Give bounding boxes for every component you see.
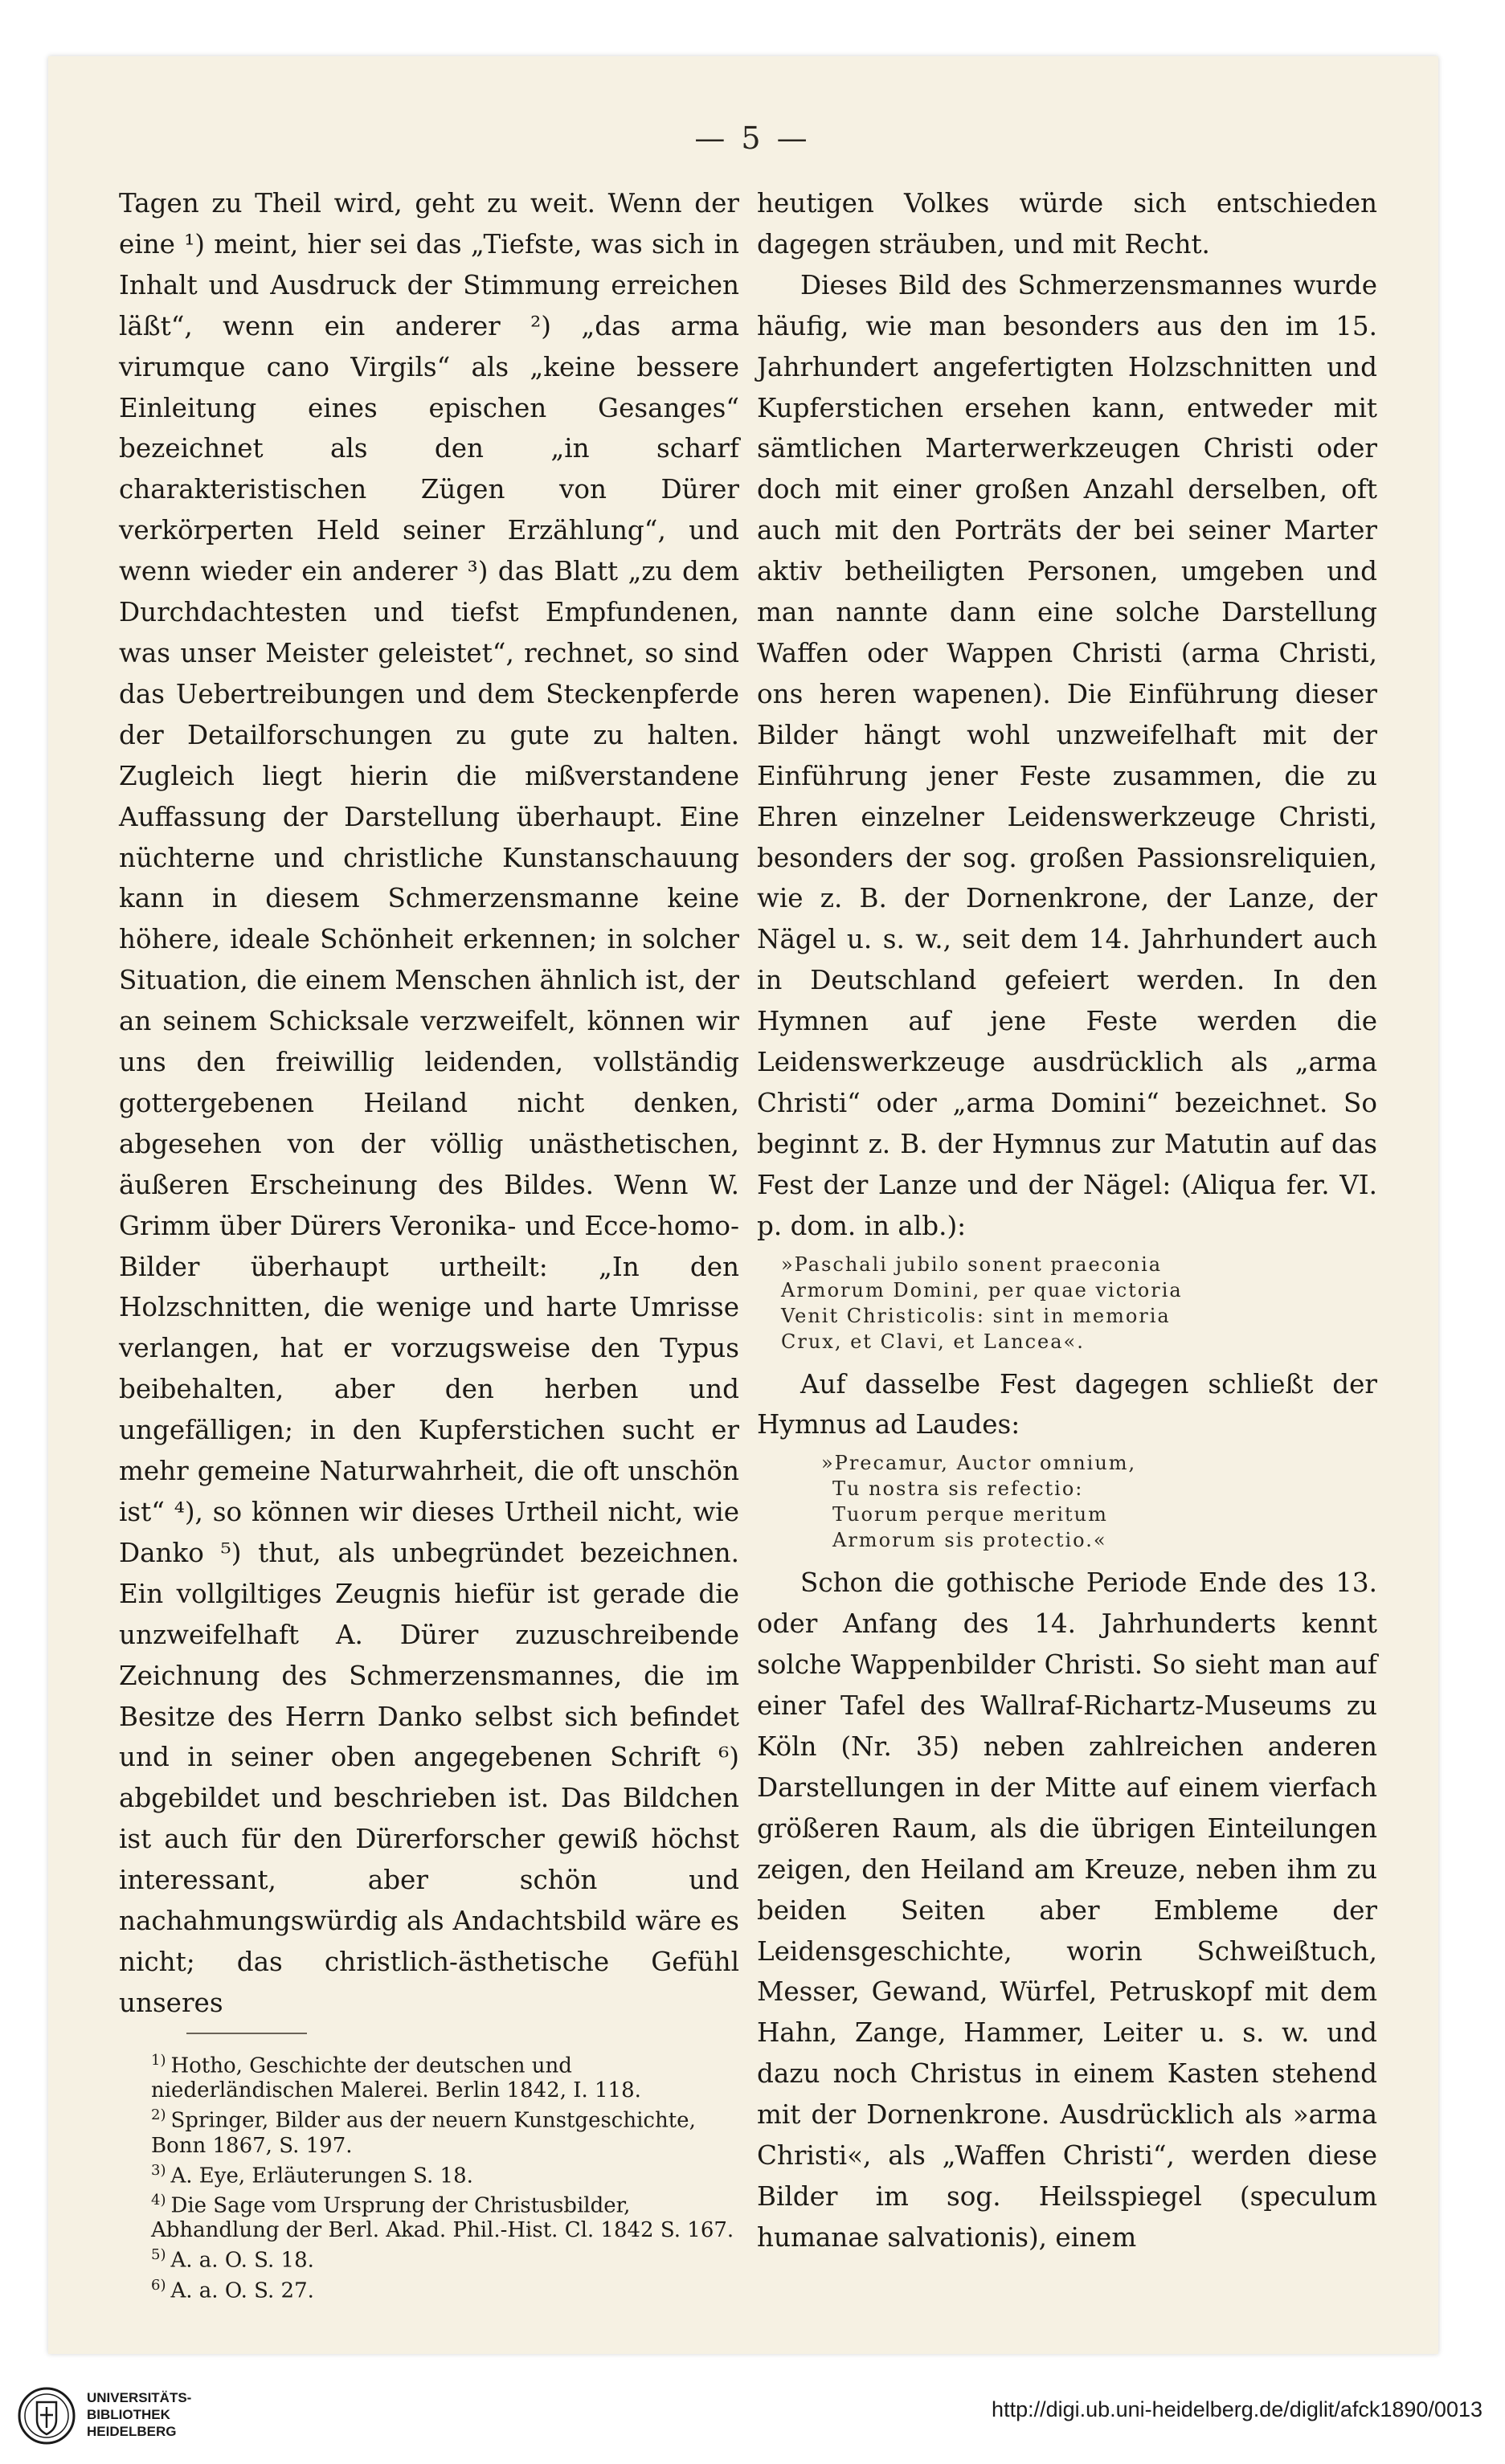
footnote	[119, 2188, 739, 2243]
footnote	[119, 2159, 739, 2188]
footnote	[119, 2049, 739, 2103]
footnote-mark: 6)	[151, 2276, 166, 2294]
verse-line: Tuorum perque meritum	[832, 1503, 1108, 1526]
verse-line: »Precamur, Auctor omnium,	[821, 1452, 1137, 1475]
page-number: — 5 —	[694, 121, 811, 156]
footnote-mark: 4)	[151, 2191, 166, 2209]
footnote-text: A. Eye, Erläuterungen S. 18.	[170, 2164, 473, 2188]
footnote-mark: 5)	[151, 2246, 166, 2264]
library-name	[87, 2389, 191, 2440]
footnote-mark: 2)	[151, 2106, 166, 2124]
right-paragraph-3: Auf dasselbe Fest dagegen schließt der Hymnus ad Laudes:	[757, 1368, 1377, 1440]
hymn-verse-matutin	[757, 1252, 1377, 1355]
hymn-verse-laudes	[757, 1450, 1377, 1553]
verse-line: Tu nostra sis refectio:	[832, 1477, 1084, 1501]
verse-line: Armorum Domini, per quae victoria	[781, 1278, 1183, 1301]
logo-line: UNIVERSITÄTS-	[87, 2390, 192, 2405]
right-column	[757, 183, 1377, 2258]
logo-line: HEIDELBERG	[87, 2424, 177, 2439]
logo-line: BIBLIOTHEK	[87, 2407, 170, 2422]
footnote-divider	[186, 2033, 307, 2034]
verse-line: »Paschali jubilo sonent praeconia	[781, 1252, 1163, 1276]
footnote-mark: 1)	[151, 2052, 166, 2069]
verse-line: Armorum sis protectio.«	[832, 1529, 1107, 1552]
footnote-text: A. a. O. S. 18.	[170, 2248, 314, 2273]
footnote	[119, 2103, 739, 2158]
verse-line: Venit Christicolis: sint in memoria	[781, 1304, 1171, 1327]
verse-line: Crux, et Clavi, et Lancea«.	[781, 1330, 1085, 1353]
left-column	[119, 183, 739, 2024]
footnote-text: A. a. O. S. 27.	[170, 2278, 314, 2303]
footnote-text: Hotho, Geschichte der deutschen und niederländischen Malerei. Berlin 1842, I. 118.	[151, 2053, 641, 2103]
footnote	[119, 2243, 739, 2273]
left-paragraph-1: Tagen zu Theil wird, geht zu weit. Wenn der eine ¹) meint, hier sei das „Tiefste, was sich in Inhalt und Ausdruck der Stimmung erreichen läßt“, wenn ein anderer ²) „das arma virumque cano Virgils“ als „keine bessere Einleitung eines epischen Gesanges“ bezeichnet als den „in scharf charakteristischen Zügen von Dürer verkörperten Held seiner Erzählung“, und wenn wieder ein anderer ³) das Blatt „zu dem Durchdachtesten und tiefst Empfundenen, was unser Meister geleistet“, rechnet, so sind das Uebertreibungen und dem Steckenpferde der Detailforschungen zu gute zu halten. Zugleich liegt hierin die mißverstandene Auffassung der Darstellung überhaupt. Eine nüchterne und christliche Kunstanschauung kann in diesem Schmerzensmanne keine höhere, ideale Schönheit erkennen; in solcher Situation, die einem Menschen ähnlich ist, der an seinem Schicksale verzweifelt, können wir uns den freiwillig leidenden, vollständig gottergebenen Heiland nicht denken, abgesehen von der völlig unästhetischen, äußeren Erscheinung des Bildes. Wenn W. Grimm über Dürers Veronika- und Ecce-homo-Bilder überhaupt urtheilt: „In den Holzschnitten, die wenige und harte Umrisse verlangen, hat er vorzugsweise den Typus beibehalten, aber den herben und ungefälligen; in den Kupferstichen sucht er mehr gemeine Naturwahrheit, die oft unschön ist“ ⁴), so können wir dieses Urtheil nicht, wie Danko ⁵) thut, als unbegründet bezeichnen. Ein vollgiltiges Zeugnis hiefür ist gerade die unzweifelhaft A. Dürer zuzuschreibende Zeichnung des Schmerzensmannes, die im Besitze des Herrn Danko selbst sich befindet und in seiner oben angegebenen Schrift ⁶) abgebildet und beschrieben ist. Das Bildchen ist auch für den Dürerforscher gewiß höchst interessant, aber schön und nachahmungswürdig als Andachtsbild wäre es nicht; das christlich-ästhetische Gefühl unseres	[119, 188, 739, 2018]
right-paragraph-2: Dieses Bild des Schmerzensmannes wurde häufig, wie man besonders aus den im 15. Jahrhundert angefertigten Holzschnitten und Kupferstichen ersehen kann, entweder mit sämtlichen Marterwerkzeugen Christi oder doch mit einer großen Anzahl derselben, oft auch mit den Porträts der bei seiner Marter aktiv betheiligten Personen, umgeben und man nannte dann eine solche Darstellung Waffen oder Wappen Christi (arma Christi, ons heren wapenen). Die Einführung dieser Bilder hängt wohl unzweifelhaft mit der Einführung jener Feste zusammen, die zu Ehren einzelner Leidenswerkzeuge Christi, besonders der sog. großen Passionsreliquien, wie z. B. der Dornenkrone, der Lanze, der Nägel u. s. w., seit dem 14. Jahrhundert auch in Deutschland gefeiert werden. In den Hymnen auf jene Feste werden die Leidenswerkzeuge ausdrücklich als „arma Christi“ oder „arma Domini“ bezeichnet. So beginnt z. B. der Hymnus zur Matutin auf das Fest der Lanze und der Nägel: (Aliqua fer. VI. p. dom. in alb.):	[757, 269, 1377, 1241]
right-paragraph-1: heutigen Volkes würde sich entschieden dagegen sträuben, und mit Recht.	[757, 188, 1377, 259]
footnote-mark: 3)	[151, 2161, 166, 2179]
right-paragraph-4: Schon die gothische Periode Ende des 13. oder Anfang des 14. Jahrhunderts kennt solche Wappenbilder Christi. So sieht man auf einer Tafel des Wallraf-Richartz-Museums zu Köln (Nr. 35) neben zahlreichen anderen Darstellungen in der Mitte auf einem vierfach größeren Raum, als die übrigen Einteilungen zeigen, den Heiland am Kreuze, neben ihm zu beiden Seiten aber Embleme der Leidensgeschichte, worin Schweißtuch, Messer, Gewand, Würfel, Petruskopf mit dem Hahn, Zange, Hammer, Leiter u. s. w. und dazu noch Christus in einem Kasten stehend mit der Dornenkrone. Ausdrücklich als »arma Christi«, als „Waffen Christi“, werden diese Bilder im sog. Heilsspiegel (speculum humanae salvationis), einem	[757, 1567, 1377, 2253]
footnote	[119, 2274, 739, 2303]
footnote-text: Die Sage vom Ursprung der Christusbilder, Abhandlung der Berl. Akad. Phil.-Hist. Cl. 1842 S. 167.	[151, 2193, 734, 2243]
seal-icon	[18, 2384, 76, 2447]
library-logo	[18, 2384, 202, 2450]
footnote-text: Springer, Bilder aus der neuern Kunstgeschichte, Bonn 1867, S. 197.	[151, 2108, 696, 2158]
source-url-link[interactable]: http://digi.ub.uni-heidelberg.de/diglit/afck1890/0013	[992, 2397, 1483, 2421]
footnotes	[119, 2049, 739, 2303]
